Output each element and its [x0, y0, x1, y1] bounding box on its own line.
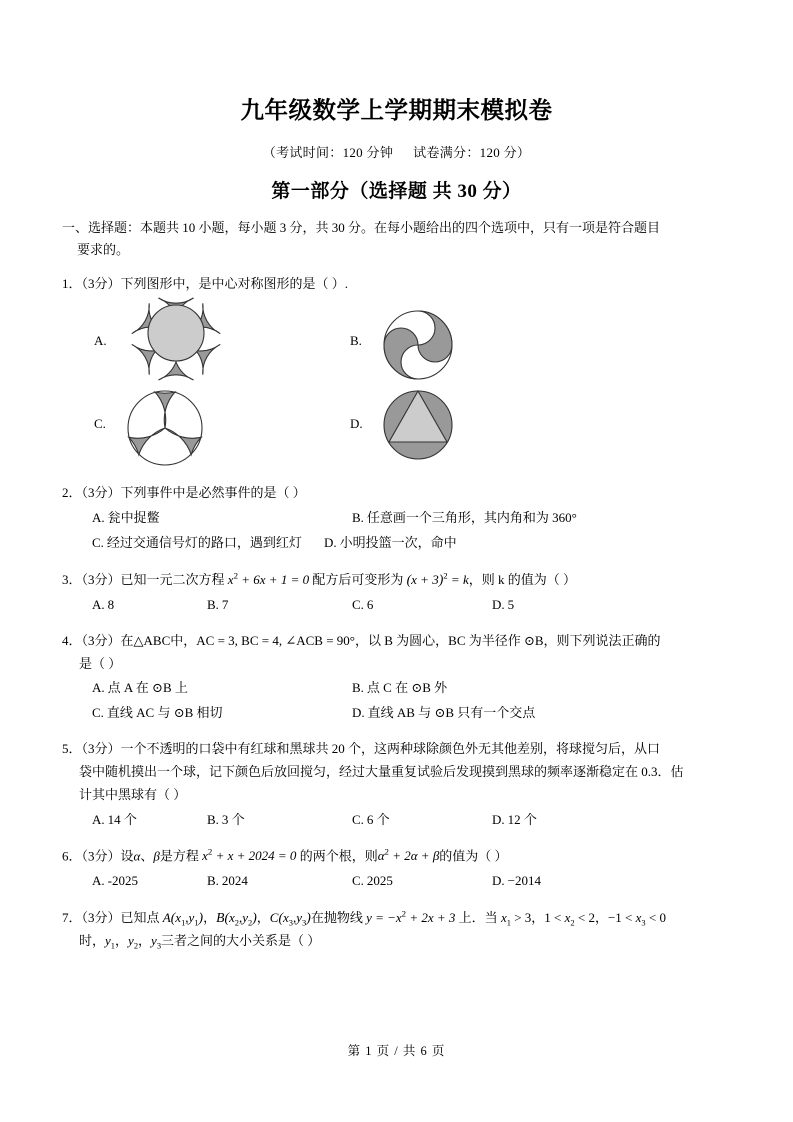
question-5-stem: 5．（3分）一个不透明的口袋中有红球和黑球共 20 个，这两种球除颜色外无其他差别，将球搅匀后，从口 袋中随机摸出一个球，记下颜色后放回搅匀，经过大量重复试验后发现摸到黑球的频率逐渐稳定在 0.3．估 计其中黑球有（ ） [62, 738, 731, 806]
option-d-text: 小明投篮一次，命中 [339, 535, 457, 551]
question-5-option-a[interactable] [92, 809, 137, 832]
question-6-option-b[interactable] [207, 870, 248, 893]
question-5-options-row [79, 809, 731, 834]
option-d-label: D. [352, 705, 365, 721]
question-2 [62, 471, 731, 557]
question-6-stem: 6．（3分）设α、β是方程 $x^2 + x + 2024 = 0$ 的两个根，则$\alpha^2 + 2\alpha + \beta$的值为（ ） [62, 846, 508, 864]
question-4-option-b[interactable] [352, 677, 447, 700]
question-4-options-row-2 [79, 702, 731, 727]
question-4-option-d[interactable] [352, 702, 535, 725]
question-3 [62, 557, 731, 619]
option-b-text: 2024 [221, 872, 248, 888]
question-6-option-d[interactable] [492, 870, 541, 893]
option-a-label: A. [92, 680, 105, 696]
figure-option-label-d[interactable]: D. [350, 416, 363, 432]
option-a-text: 8 [107, 596, 115, 612]
question-6-options-row [79, 870, 731, 895]
question-7-points: （3分） [81, 909, 121, 925]
question-7-number: 7 [62, 909, 69, 925]
question-3-option-c[interactable] [352, 594, 373, 617]
section-intro-line2: 要求的。 [77, 242, 130, 258]
question-2-option-d[interactable] [324, 532, 457, 555]
option-d-text: 直线 AB 与 ⊙B 只有一个交点 [367, 705, 536, 721]
option-c-label: C. [92, 705, 104, 721]
question-6-equation-1: $x^2 + x + 2024 = 0$ [202, 846, 297, 864]
question-5 [62, 727, 731, 833]
question-4-number: 4 [62, 632, 69, 648]
question-6-option-c[interactable] [352, 870, 393, 893]
question-3-text-prefix: 已知一元二次方程 [120, 572, 228, 588]
option-b-label: B. [207, 811, 219, 827]
question-4-options-row-1 [79, 677, 731, 702]
question-5-text-line1: 一个不透明的口袋中有红球和黑球共 20 个，这两种球除颜色外无其他差别，将球搅匀后，从口 [120, 741, 661, 757]
question-7-parabola: $y = -x^2 + 2x + 3$ [366, 908, 456, 925]
section-intro-line1: 一、选择题：本题共 10 小题，每小题 3 分，共 30 分。在每小题给出的四个选项中，只有一项是符合题目 [62, 219, 661, 235]
option-a-label: A. [92, 596, 105, 612]
question-2-option-c[interactable] [92, 532, 302, 555]
question-1-stem: 1．（3分）下列图形中，是中心对称图形的是（ ）. [62, 275, 349, 291]
question-6-options [62, 868, 731, 895]
option-b-text: 任意画一个三角形，其内角和为 360° [366, 510, 577, 526]
question-2-number: 2 [62, 485, 69, 501]
option-a-label: A. [92, 510, 105, 526]
question-4 [62, 619, 731, 728]
option-a-label: A. [92, 811, 105, 827]
figure-option-label-b[interactable]: B. [350, 333, 362, 349]
question-5-option-d[interactable] [492, 809, 537, 832]
question-3-equation-2: $(x + 3)^2 = k$ [406, 570, 469, 588]
option-c-label: C. [352, 811, 364, 827]
question-2-stem: 2．（3分）下列事件中是必然事件的是（ ） [62, 485, 306, 501]
question-2-options [62, 505, 731, 557]
question-1-text: 下列图形中，是中心对称图形的是（ ）. [120, 275, 349, 291]
question-3-text-mid: 配方后可变形为 [309, 572, 407, 588]
question-6-number: 6 [62, 848, 69, 864]
option-a-label: A. [92, 872, 105, 888]
question-4-text-line1: 在△ABC中，AC = 3, BC = 4, ∠ACB = 90°，以 B 为圆心，BC 为半径作 ⊙B，则下列说法正确的 [120, 632, 661, 648]
question-3-equation-1: $x^2 + 6x + 1 = 0$ [227, 570, 310, 588]
page-footer: 第 1 页 / 共 6 页 [347, 1044, 446, 1058]
question-3-text-suffix: ，则 k 的值为（ ） [468, 572, 576, 588]
option-b-label: B. [207, 596, 219, 612]
circle-with-inscribed-triangle[interactable] [376, 383, 460, 472]
option-a-text: 点 A 在 ⊙B 上 [107, 680, 188, 696]
question-5-options [62, 807, 731, 834]
option-c-text: 经过交通信号灯的路口，遇到红灯 [106, 535, 302, 551]
option-b-text: 点 C 在 ⊙B 外 [366, 680, 448, 696]
question-6-option-a[interactable] [92, 870, 138, 893]
six-petal-flower-with-circle[interactable] [120, 291, 232, 396]
option-d-text: 12 个 [507, 811, 537, 827]
circle-with-three-lenses[interactable] [120, 383, 210, 478]
question-2-option-b[interactable] [352, 507, 577, 530]
option-d-label: D. [492, 596, 505, 612]
part-heading: 第一部分（选择题 共 30 分） [271, 180, 522, 202]
question-1 [62, 262, 731, 296]
question-5-points: （3分） [81, 741, 121, 757]
question-5-option-c[interactable] [352, 809, 390, 832]
question-3-points: （3分） [81, 572, 121, 588]
question-3-number: 3 [62, 572, 69, 588]
option-d-text: 5 [507, 596, 515, 612]
page-title: 九年级数学上学期期末模拟卷 [240, 97, 553, 123]
question-4-option-c[interactable] [92, 702, 223, 725]
question-1-points: （3分） [81, 275, 121, 291]
question-7 [62, 895, 731, 954]
question-5-option-b[interactable] [207, 809, 245, 832]
question-7-stem: 7．（3分）已知点 $A(x_1,y_1)$，$B(x_2,y_2)$，$C(x_3,y_3)$在抛物线 $y = -x^2 + 2x + 3$ 上．当 $x_1 > 3$，$1 < x_2 < 2$，$-1 < x_3 < 0$ 时，$y_1$，$y_2$，$y_3$三者之间的大小关系是（ ） [62, 906, 731, 954]
option-d-label: D. [324, 535, 337, 551]
option-b-text: 7 [221, 596, 229, 612]
question-4-points: （3分） [81, 632, 121, 648]
question-4-option-a[interactable] [92, 677, 188, 700]
question-4-options [62, 675, 731, 727]
option-c-label: C. [352, 872, 364, 888]
figure-option-label-c[interactable]: C. [94, 416, 106, 432]
question-6 [62, 834, 731, 895]
section-intro [62, 203, 731, 262]
question-5-text-line3: 计其中黑球有（ ） [79, 786, 187, 802]
option-c-label: C. [92, 535, 104, 551]
option-c-text: 6 [366, 596, 374, 612]
question-5-text-line2: 袋中随机摸出一个球，记下颜色后放回搅匀，经过大量重复试验后发现摸到黑球的频率逐渐稳定在 0.3．估 [79, 764, 684, 780]
question-2-option-a[interactable] [92, 507, 160, 530]
option-d-label: D. [492, 872, 505, 888]
option-b-text: 3 个 [221, 811, 245, 827]
question-3-option-d[interactable] [492, 594, 514, 617]
option-c-text: 2025 [366, 872, 393, 888]
question-3-stem: 3．（3分）已知一元二次方程 $x^2 + 6x + 1 = 0$ 配方后可变形为 $(x + 3)^2 = k$，则 k 的值为（ ） [62, 570, 576, 588]
question-6-equation-2: $\alpha^2 + 2\alpha + \beta$ [377, 846, 440, 864]
exam-meta [62, 124, 731, 161]
question-6-points: （3分） [81, 848, 121, 864]
question-2-options-row-2 [79, 532, 731, 557]
option-c-label: C. [352, 596, 364, 612]
question-2-text: 下列事件中是必然事件的是（ ） [120, 485, 306, 501]
yin-yang-pinwheel-circle[interactable] [376, 303, 460, 392]
figure-option-label-a[interactable]: A. [94, 333, 107, 349]
question-1-number: 1 [62, 275, 69, 291]
question-2-options-row-1 [79, 507, 731, 532]
exam-time-label: （考试时间：120 分钟 [262, 144, 394, 160]
question-3-options [62, 592, 731, 619]
option-c-text: 6 个 [366, 811, 390, 827]
exam-score-label: 试卷满分：120 分） [413, 144, 531, 160]
question-7-points-list: $A(x_1,y_1)$ [162, 909, 204, 928]
option-d-text: −2014 [507, 872, 541, 888]
question-4-text-line2: 是（ ） [79, 655, 122, 671]
question-4-stem: 4．（3分）在△ABC中，AC = 3, BC = 4, ∠ACB = 90°，以 B 为圆心，BC 为半径作 ⊙B，则下列说法正确的 是（ ） [62, 630, 731, 676]
option-c-text: 直线 AC 与 ⊙B 相切 [106, 705, 223, 721]
option-a-text: 瓮中捉鳖 [107, 510, 160, 526]
question-3-options-row [79, 594, 731, 619]
question-3-option-a[interactable] [92, 594, 114, 617]
question-3-option-b[interactable] [207, 594, 228, 617]
question-1-figure-options [62, 299, 731, 471]
option-b-label: B. [352, 680, 364, 696]
question-5-number: 5 [62, 741, 69, 757]
option-a-text: -2025 [107, 872, 138, 888]
option-d-label: D. [492, 811, 505, 827]
option-a-text: 14 个 [107, 811, 137, 827]
option-b-label: B. [352, 510, 364, 526]
question-2-points: （3分） [81, 485, 121, 501]
question-7-text-line2: 时，$y_1$，$y_2$，$y_3$三者之间的大小关系是（ ） [79, 933, 321, 951]
option-b-label: B. [207, 872, 219, 888]
